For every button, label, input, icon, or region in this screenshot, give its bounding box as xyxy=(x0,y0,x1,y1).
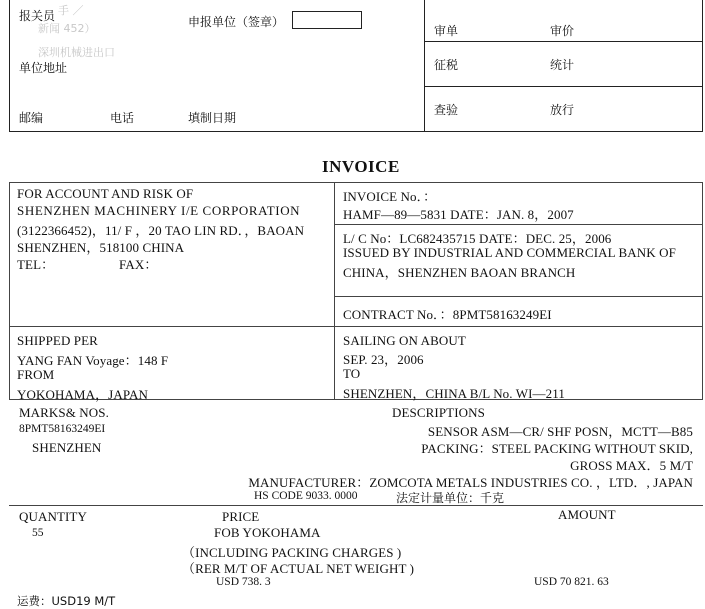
hs-code: HS CODE 9033. 0000 xyxy=(254,490,358,502)
price-terms-2: （INCLUDING PACKING CHARGES ) xyxy=(182,545,402,560)
description-line-1: SENSOR ASM—CR/ SHF POSN，MCTT—B85 xyxy=(427,424,693,439)
postcode-label: 邮编 xyxy=(19,111,44,125)
levy-label: 征税 xyxy=(434,58,459,72)
release-label: 放行 xyxy=(550,103,575,117)
unit-address-label: 单位地址 xyxy=(19,61,68,75)
freight: 运费：USD19 M/T xyxy=(17,594,116,608)
amount-header: AMOUNT xyxy=(558,507,616,522)
price-terms-3: （RER M/T OF ACTUAL NET WEIGHT ) xyxy=(182,561,415,576)
faded-text: 新闻 452） xyxy=(38,22,96,35)
to-label: TO xyxy=(343,366,361,381)
lc-line-2: ISSUED BY INDUSTRIAL AND COMMERCIAL BANK OF xyxy=(343,245,676,260)
declaring-unit-label: 申报单位（签章） xyxy=(188,15,285,29)
fax-label: FAX： xyxy=(119,257,158,272)
pricing-label: 审价 xyxy=(550,24,575,38)
faded-text: 手 ／ xyxy=(58,4,84,17)
contract-number: CONTRACT No．：8PMT58163249EI xyxy=(343,307,552,322)
lc-line-1: L/ C No：LC682435715 DATE：DEC. 25，2006 xyxy=(343,231,612,246)
statistics-label: 统计 xyxy=(550,58,575,72)
marks-line-1: 8PMT58163249EI xyxy=(19,423,106,435)
price-terms-1: FOB YOKOHAMA xyxy=(214,525,321,540)
quantity-header: QUANTITY xyxy=(19,509,87,524)
faded-text: 深圳机械进出口 xyxy=(38,46,115,59)
total-amount: USD 70 821. 63 xyxy=(534,576,609,588)
vessel-voyage: YANG FAN Voyage：148 F xyxy=(17,353,169,368)
unit-price: USD 738. 3 xyxy=(216,576,271,588)
account-line-3: (3122366452)，11/ F ，20 TAO LIN RD．，BAOAN xyxy=(17,223,305,238)
tel-label: TEL： xyxy=(17,257,55,272)
description-line-3: GROSS MAX．5 M/T xyxy=(570,458,693,473)
marks-label: MARKS& NOS. xyxy=(19,405,109,420)
fill-date-label: 填制日期 xyxy=(188,111,237,125)
account-line-1: FOR ACCOUNT AND RISK OF xyxy=(17,186,194,201)
marks-line-2: SHENZHEN xyxy=(32,440,102,455)
review-label: 审单 xyxy=(434,24,459,38)
from-port: YOKOHAMA，JAPAN xyxy=(17,387,148,402)
price-header: PRICE xyxy=(222,509,260,524)
declarant-label: 报关员 xyxy=(19,9,56,23)
from-label: FROM xyxy=(17,367,55,382)
shipped-per-label: SHIPPED PER xyxy=(17,333,98,348)
sailing-label: SAILING ON ABOUT xyxy=(343,333,466,348)
stamp-box[interactable] xyxy=(292,11,362,29)
phone-label: 电话 xyxy=(110,111,135,125)
description-line-2: PACKING：STEEL PACKING WITHOUT SKID, xyxy=(421,441,693,456)
invoice-title: INVOICE xyxy=(322,157,400,176)
invoice-no-label: INVOICE No．： xyxy=(343,189,437,204)
manufacturer: MANUFACTURER：ZOMCOTA METALS INDUSTRIES CO. ，LTD．, JAPAN xyxy=(248,475,693,490)
descriptions-label: DESCRIPTIONS xyxy=(392,405,485,420)
account-line-4: SHENZHEN，518100 CHINA xyxy=(17,240,185,255)
quantity-value: 55 xyxy=(32,527,44,539)
to-port-bl: SHENZHEN，CHINA B/L No. WI—211 xyxy=(343,386,565,401)
invoice-no-value: HAMF—89—5831 DATE：JAN. 8，2007 xyxy=(343,207,574,222)
sailing-date: SEP. 23，2006 xyxy=(343,352,424,367)
account-line-2: SHENZHEN MACHINERY I/E CORPORATION xyxy=(17,203,301,218)
inspection-label: 查验 xyxy=(434,103,459,117)
legal-unit: 法定计量单位：千克 xyxy=(396,491,505,505)
lc-line-3: CHINA，SHENZHEN BAOAN BRANCH xyxy=(343,265,576,280)
